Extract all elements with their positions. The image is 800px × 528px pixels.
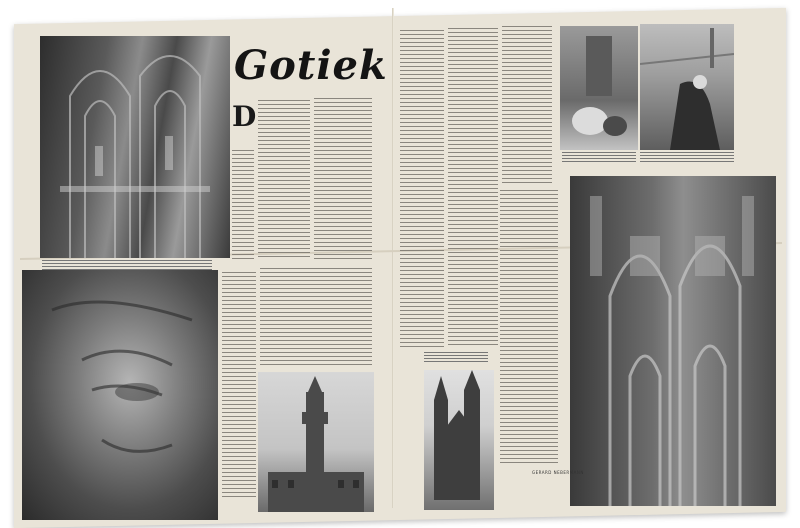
text-column-4	[222, 272, 256, 497]
text-column-5	[260, 268, 372, 368]
caption-painting-2	[640, 152, 734, 164]
photo-stone-face	[22, 270, 218, 520]
caption-painting-1	[562, 152, 636, 164]
drop-cap: D	[232, 100, 257, 133]
text-column-1	[258, 100, 310, 260]
caption-church	[424, 352, 488, 364]
text-column-7	[448, 28, 498, 348]
text-column-2	[314, 98, 372, 260]
article-title: Gotiek	[234, 42, 388, 89]
text-column-6	[400, 30, 444, 350]
author-signature: GERARD NEBERMANN	[532, 470, 584, 475]
photo-painting-2	[640, 24, 734, 150]
caption-facade	[42, 260, 212, 270]
photo-gothic-facade	[40, 36, 230, 258]
text-column-3	[232, 150, 254, 260]
photo-gothic-church	[424, 370, 494, 510]
text-column-8	[502, 26, 552, 186]
photo-belfry-bruges	[258, 372, 374, 512]
center-fold	[392, 8, 394, 508]
photo-cathedral-interior	[570, 176, 776, 506]
photo-painting-1	[560, 26, 638, 150]
text-column-9	[500, 190, 558, 466]
